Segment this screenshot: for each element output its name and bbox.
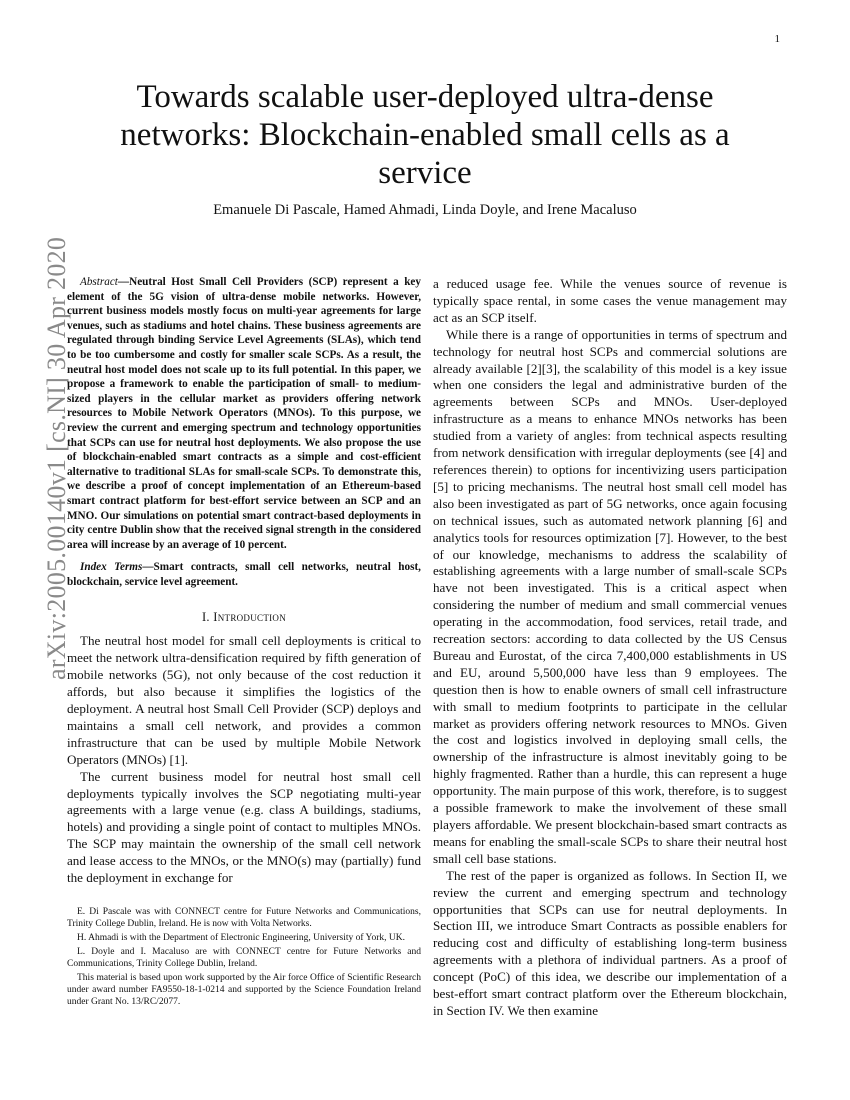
footnote: H. Ahmadi is with the Department of Electronic Engineering, University of York, UK. [77,933,405,943]
body-paragraph: While there is a range of opportunities in terms of spectrum and technology for neutral host SCPs and commercial solutions are already available [2][3], the scalability of this model is a key issue when one considers the legal and administrative burden of the agreements between SCPs and MNOs. User-deployed infrastructure as a means to enhance MNOs networks has been studied from a variety of angles: from technical aspects resulting from network densification with irregular deployments (see [4] and references therein) to options for incentivizing users participation [5] to pricing mechanisms. The neutral host small cell model has also been investigated as part of 5G networks, once again focusing on technical issues, such as automated network planning [6] and analytics tools for resources optimization [7]. However, to the best of our knowledge, mechanisms to address the scalability of establishing agreements with a large number of small-scale SCPs have not been investigated. This is a critical aspect when considering the number of medium and small commercial venues operating in the accommodation, food services, retail trade, and recreation sectors: according to data collected by the US Census Bureau and Eurostat, of the circa 7,400,000 establishments in US and EU, around 5,500,000 have less than 9 employees. The question then is how to enable owners of small cell infrastructure with small to medium footprints to participate in the cellular market as providers offering network resources to MNOs. Given the cost and logistics involved in deploying small cells, the ownership of the infrastructure is almost inevitably going to be highly fragmented. Rather than a hurdle, this can represent a huge opportunity. The main purpose of this work, therefore, is to suggest a possible framework to make the involvement of these small players affordable. We present blockchain-based smart contracts as means for enabling the small-scale SCPs to share their neutral host small cell base stations. [433,326,787,866]
footnote: L. Doyle and I. Macaluso are with CONNECT centre for Future Networks and Communications, Trinity College Dublin, Ireland. [67,947,421,969]
footnotes [67,906,421,1010]
author-list: Emanuele Di Pascale, Hamed Ahmadi, Linda Doyle, and Irene Macaluso [213,202,637,218]
arxiv-stamp-text: arXiv:2005.00140v1 [cs.NI] 30 Apr 2020 [42,236,71,680]
intro-paragraph: The neutral host model for small cell deployments is critical to meet the network ultra-densification required by fifth generation of mobile networks (5G), not only because of the cost reduction it affords, but also because it simplifies the logistics of the deployment. A neutral host Small Cell Provider (SCP) deploys and maintains a small cell network, and provides a common infrastructure that can be used by multiple Mobile Network Operators (MNOs) [1]. [67,633,421,767]
paper-title: Towards scalable user-deployed ultra-dense networks: Blockchain-enabled small cells as a service [120,79,730,191]
abstract-lead: Abstract [80,276,118,288]
abstract [67,275,421,552]
index-terms-lead: Index Terms [80,561,143,574]
body-paragraph: The rest of the paper is organized as follows. In Section II, we review the current and emerging spectrum and technology opportunities that SCPs can use for neutral deployments. In Section III, we introduce Smart Contracts as possible enablers for reducing cost and difficulty of establishing long-term business agreements with a plethora of individual partners. As a proof of concept (PoC) of this idea, we describe our implementation of a best-effort smart contract platform over the Ethereum blockchain, in Section IV. We then examine [433,867,787,1018]
page-number: 1 [774,33,780,45]
intro-paragraph: The current business model for neutral host small cell deployments typically involves the SCP negotiating multi-year agreements with a large venue (e.g. class A buildings, stadiums, hotels) and providing a single point of contact to multiples MNOs. The SCP may maintain the ownership of the small cell network and lease access to the MNOs, or the MNO(s) may (partially) fund the deployment in exchange for [67,768,421,886]
section-heading-introduction: I. Introduction [201,610,287,625]
footnote: E. Di Pascale was with CONNECT centre for Future Networks and Communications, Trinity College Dublin, Ireland. He is now with Volta Networks. [67,907,421,929]
body-paragraph: a reduced usage fee. While the venues source of revenue is typically space rental, in some cases the venue management may act as an SCP itself. [433,276,787,325]
abstract-text: —Neutral Host Small Cell Providers (SCP) represent a key element of the 5G vision of ultra-dense mobile networks. However, current business models mostly focus on multi-year agreements for large venues, such as stadiums and hotel chains. These business agreements are regulated through binding Service Level Agreements (SLAs), which tend to be too cumbersome and costly for smaller scale SCPs. As a result, the neutral host model does not scale up to its full potential. In this paper, we propose a framework to enable the participation of small- to medium-sized players in the cellular market as providers offering network resources to Mobile Network Operators (MNOs). To this purpose, we review the current and emerging spectrum and technology opportunities that SCPs can use for neutral host deployments. We also propose the use of blockchain-enabled smart contracts as a simple and cost-efficient alternative to traditional SLAs for small-scale SCPs. To demonstrate this, we describe a proof of concept implementation of an Ethereum-based smart contract platform for best-effort service between an SCP and an MNO. Our simulations on potential smart contract-based deployments in city centre Dublin show that the received signal strength in the considered area will increase by an average of 10 percent. [67,276,421,551]
footnote: This material is based upon work supported by the Air force Office of Scientific Research under award number FA9550-18-1-0214 and supported by the Science Foundation Ireland under Grant No. 13/RC/2077. [67,973,421,1007]
left-column [67,275,421,887]
right-column [433,276,787,1020]
index-terms-text: —Smart contracts, small cell networks, neutral host, blockchain, service level agreement. [67,561,421,588]
index-terms [67,560,421,589]
